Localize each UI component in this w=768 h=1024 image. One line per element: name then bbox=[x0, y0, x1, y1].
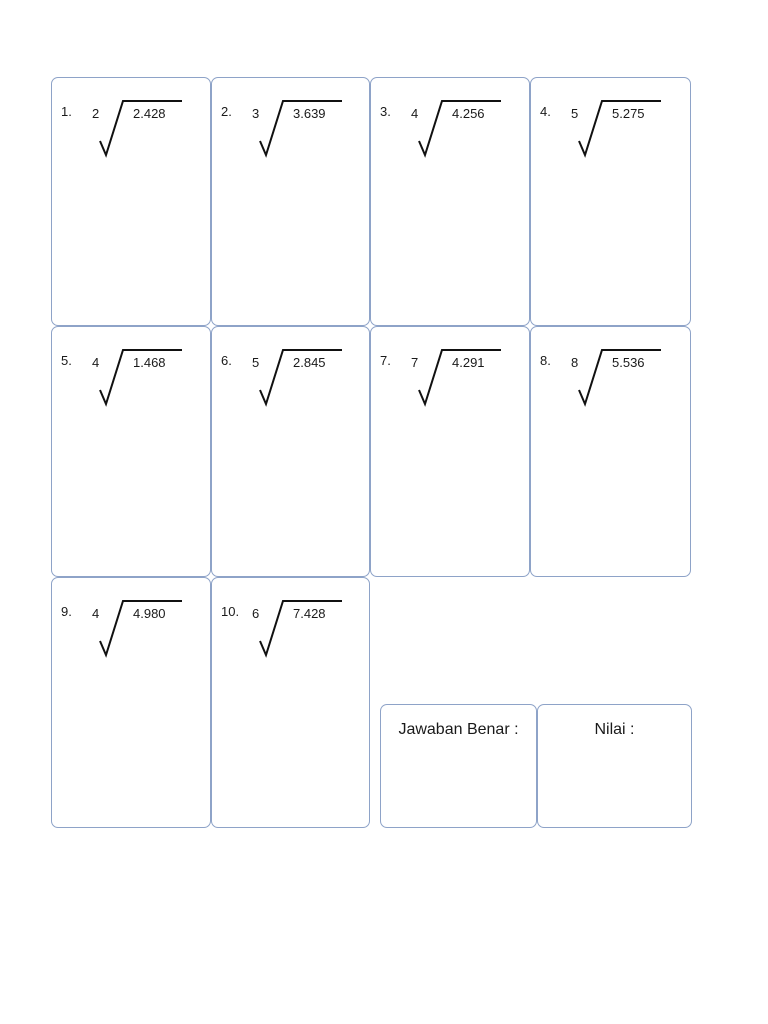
score-box bbox=[537, 704, 692, 828]
problem-number: 5. bbox=[61, 353, 72, 368]
problem-number: 7. bbox=[380, 353, 391, 368]
divisor: 8 bbox=[571, 355, 579, 370]
problem-card-8 bbox=[530, 326, 691, 577]
problem-card-1 bbox=[51, 77, 211, 326]
dividend: 7.428 bbox=[293, 606, 326, 621]
problem-card-7 bbox=[370, 326, 530, 577]
problem-card-6 bbox=[211, 326, 370, 577]
divisor: 7 bbox=[411, 355, 419, 370]
divisor: 5 bbox=[571, 106, 579, 121]
dividend: 5.536 bbox=[612, 355, 645, 370]
divisor: 4 bbox=[411, 106, 419, 121]
divisor: 6 bbox=[252, 606, 260, 621]
dividend: 4.980 bbox=[133, 606, 166, 621]
score-label: Nilai : bbox=[594, 721, 635, 738]
problem-card-9 bbox=[51, 577, 211, 828]
dividend: 4.291 bbox=[452, 355, 485, 370]
problem-number: 4. bbox=[540, 104, 551, 119]
dividend: 2.845 bbox=[293, 355, 326, 370]
correct-answers-box bbox=[380, 704, 537, 828]
problem-number: 10. bbox=[221, 604, 240, 619]
problem-number: 6. bbox=[221, 353, 232, 368]
problem-number: 3. bbox=[380, 104, 391, 119]
dividend: 1.468 bbox=[133, 355, 166, 370]
dividend: 4.256 bbox=[452, 106, 485, 121]
problem-card-4 bbox=[530, 77, 691, 326]
dividend: 3.639 bbox=[293, 106, 326, 121]
correct-answers-label: Jawaban Benar : bbox=[398, 721, 519, 738]
divisor: 4 bbox=[92, 355, 100, 370]
dividend: 5.275 bbox=[612, 106, 645, 121]
problem-number: 2. bbox=[221, 104, 232, 119]
problem-number: 1. bbox=[61, 104, 72, 119]
problem-card-5 bbox=[51, 326, 211, 577]
divisor: 3 bbox=[252, 106, 260, 121]
divisor: 4 bbox=[92, 606, 100, 621]
problem-card-10 bbox=[211, 577, 370, 828]
problem-card-3 bbox=[370, 77, 530, 326]
divisor: 2 bbox=[92, 106, 100, 121]
dividend: 2.428 bbox=[133, 106, 166, 121]
divisor: 5 bbox=[252, 355, 260, 370]
problem-number: 8. bbox=[540, 353, 551, 368]
problem-number: 9. bbox=[61, 604, 72, 619]
problem-card-2 bbox=[211, 77, 370, 326]
